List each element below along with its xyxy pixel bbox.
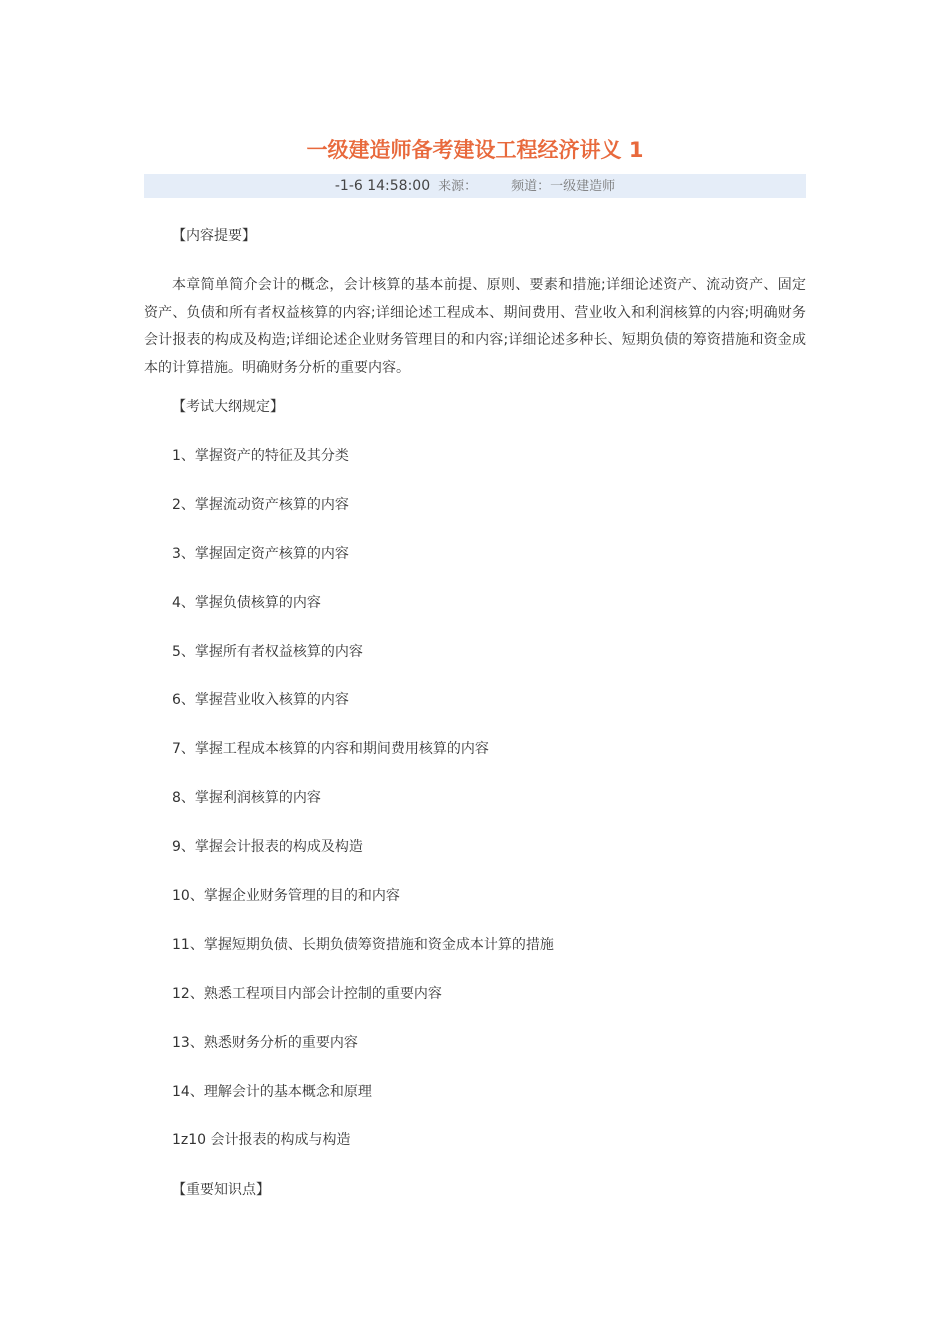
list-item: 14、理解会计的基本概念和原理	[172, 1083, 372, 1100]
list-item: 8、掌握利润核算的内容	[172, 790, 321, 807]
article-meta-bar	[144, 174, 806, 198]
list-item: 13、熟悉财务分析的重要内容	[172, 1034, 358, 1051]
list-item: 9、掌握会计报表的构成及构造	[172, 839, 363, 856]
key-points-heading: 【重要知识点】	[172, 1182, 270, 1198]
article-title: 一级建造师备考建设工程经济讲义 1	[306, 138, 644, 162]
list-item: 4、掌握负债核算的内容	[172, 594, 321, 611]
outline-list	[172, 446, 554, 1179]
publish-date: -1-6 14:58:00	[334, 178, 431, 194]
list-item: 1z10 会计报表的构成与构造	[172, 1132, 351, 1149]
summary-paragraph: 本章简单简介会计的概念，会计核算的基本前提、原则、要素和措施;详细论述资产、流动资产、固定资产、负债和所有者权益核算的内容;详细论述工程成本、期间费用、营业收入和利润核算的内容;明确财务会计报表的构成及构造;详细论述企业财务管理目的和内容;详细论述多种长、短期负债的筹资措施和资金成本的计算措施。明确财务分析的重要内容。	[144, 277, 806, 376]
summary-heading: 【内容提要】	[172, 228, 256, 244]
outline-heading: 【考试大纲规定】	[172, 399, 284, 415]
channel-label: 频道：一级建造师	[511, 179, 616, 194]
list-item: 3、掌握固定资产核算的内容	[172, 545, 349, 562]
list-item: 12、熟悉工程项目内部会计控制的重要内容	[172, 985, 442, 1002]
list-item: 7、掌握工程成本核算的内容和期间费用核算的内容	[172, 741, 489, 758]
list-item: 5、掌握所有者权益核算的内容	[172, 643, 363, 660]
list-item: 1、掌握资产的特征及其分类	[172, 448, 349, 464]
list-item: 6、掌握营业收入核算的内容	[172, 692, 349, 709]
list-item: 2、掌握流动资产核算的内容	[172, 496, 349, 513]
list-item: 11、掌握短期负债、长期负债筹资措施和资金成本计算的措施	[172, 936, 554, 953]
list-item: 10、掌握企业财务管理的目的和内容	[172, 888, 400, 905]
source-label: 来源：	[438, 179, 478, 194]
